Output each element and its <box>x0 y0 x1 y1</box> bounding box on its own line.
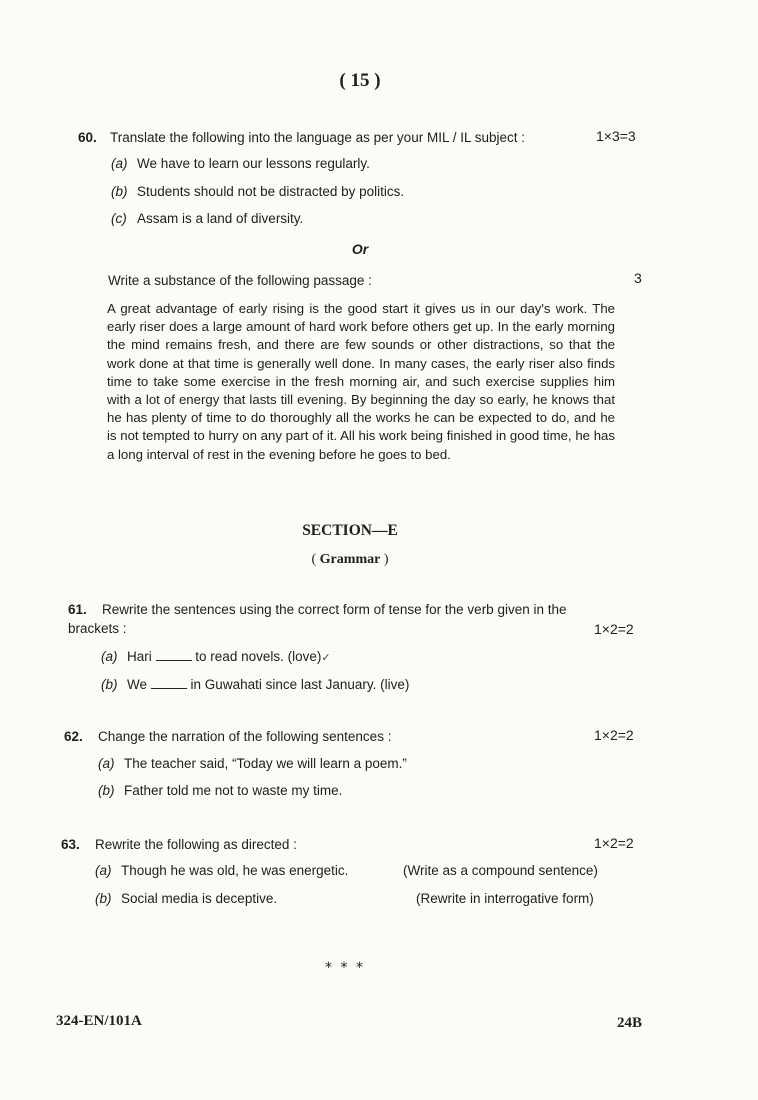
section-subtitle: ( Grammar ) <box>311 552 389 567</box>
page-number: ( 15 ) <box>339 70 381 91</box>
check-mark-icon: ✓ <box>321 652 331 664</box>
question-number: 62. <box>64 729 83 744</box>
item-label: (b) <box>98 783 115 798</box>
sheet-code: 24B <box>617 1015 643 1031</box>
question-60-marks: 1×3=3 <box>596 128 636 144</box>
question-text: Translate the following into the language as per your MIL / IL subject : <box>110 130 525 145</box>
passage-text: A great advantage of early rising is the good start it gives us in our day's work. The early riser does a large amount of hard work before others get up. In the early morning the mind remains fresh, and there are few sounds or other distractions, so that the work done at that time is generally well done. In many cases, the early riser also finds time to take some exercise in the fresh morning air, and such exercise supplies him with a lot of energy that lasts till evening. By beginning the day so early, he knows that he has plenty of time to do thoroughly all the works he can be expected to do, and he is not tempted to hurry on any part of it. All his work being finished in good time, he has a long interval of rest in the evening before he goes to bed. <box>107 301 615 462</box>
item-text: Though he was old, he was energetic. <box>121 863 349 878</box>
section-title: SECTION—E <box>302 522 398 539</box>
question-63-marks: 1×2=2 <box>594 835 634 851</box>
question-text: Rewrite the sentences using the correct form of tense for the verb given in the brackets : <box>68 602 567 636</box>
item-text: We have to learn our lessons regularly. <box>137 156 370 171</box>
question-number: 63. <box>61 837 80 852</box>
item-text: Students should not be distracted by politics. <box>137 184 405 199</box>
item-after: to read novels. (love) <box>195 649 322 664</box>
question-number: 60. <box>78 130 97 145</box>
item-before: Hari <box>127 649 152 664</box>
question-62 <box>64 727 564 746</box>
item-before: We <box>127 677 148 692</box>
question-62-marks: 1×2=2 <box>594 727 634 743</box>
question-61-item-b <box>101 677 409 692</box>
question-63-item-b-direction: (Rewrite in interrogative form) <box>416 891 594 906</box>
item-text: Assam is a land of diversity. <box>137 211 304 226</box>
or-divider: Or <box>351 241 369 257</box>
item-label: (a) <box>111 156 128 171</box>
item-text: The teacher said, “Today we will learn a poem.” <box>124 756 407 771</box>
item-label: (b) <box>101 677 118 692</box>
item-label: (c) <box>111 211 127 226</box>
item-label: (a) <box>101 649 118 664</box>
question-text: Rewrite the following as directed : <box>95 837 297 852</box>
question-61-item-a <box>101 649 331 664</box>
item-label: (b) <box>95 891 112 906</box>
question-number: 61. <box>68 602 87 617</box>
section-subtitle-text: Grammar <box>319 552 381 567</box>
item-label: (a) <box>98 756 115 771</box>
answer-blank <box>151 688 187 689</box>
question-62-item-a <box>98 756 407 771</box>
item-label: (b) <box>111 184 128 199</box>
alternative-marks: 3 <box>634 270 642 286</box>
item-after: in Guwahati since last January. (live) <box>190 677 410 692</box>
question-63-item-a-direction: (Write as a compound sentence) <box>403 863 598 878</box>
item-text: Social media is deceptive. <box>121 891 278 906</box>
question-text: Change the narration of the following sentences : <box>98 729 392 744</box>
paper-code: 324-EN/101A <box>56 1013 142 1029</box>
question-61 <box>68 600 618 638</box>
question-60 <box>78 128 578 147</box>
item-text: Father told me not to waste my time. <box>124 783 343 798</box>
answer-blank <box>156 660 192 661</box>
question-60-item-c <box>111 211 303 226</box>
item-label: (a) <box>95 863 112 878</box>
question-60-item-b <box>111 184 404 199</box>
question-62-item-b <box>98 783 342 798</box>
question-63 <box>61 835 561 854</box>
question-63-item-b <box>95 891 277 906</box>
alternative-instruction: Write a substance of the following passage : <box>108 273 372 288</box>
question-61-marks: 1×2=2 <box>594 621 634 637</box>
question-63-item-a <box>95 863 348 878</box>
end-marker: * * * <box>325 960 365 976</box>
question-60-item-a <box>111 156 370 171</box>
